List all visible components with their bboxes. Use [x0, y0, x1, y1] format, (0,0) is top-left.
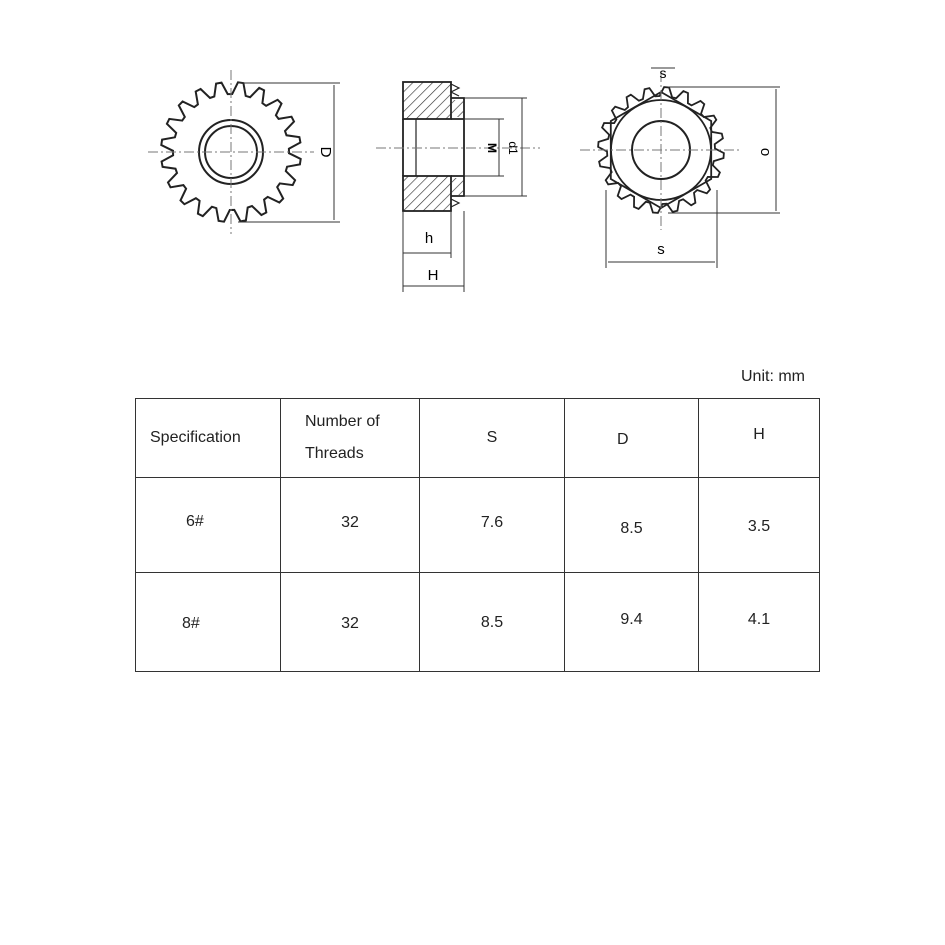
s-dim-label: s	[657, 241, 665, 258]
pilot-hatch-bottom	[451, 178, 464, 195]
d1-dim-label: d1	[505, 141, 520, 155]
spec-table	[135, 398, 820, 672]
header-s: S	[420, 399, 565, 478]
cell-h: 3.5	[699, 478, 820, 573]
cell-spec: 6#	[136, 478, 281, 573]
m-dim-label: M	[484, 143, 499, 153]
cell-threads: 32	[281, 573, 420, 672]
back-view	[580, 65, 780, 268]
side-view	[376, 82, 540, 292]
table-row	[136, 573, 820, 672]
serration-bottom	[451, 199, 459, 207]
cell-s: 7.6	[420, 478, 565, 573]
header-d: D	[565, 399, 699, 478]
front-dim-label: D	[317, 146, 335, 158]
technical-drawing	[0, 0, 945, 330]
table-header-row	[136, 399, 820, 478]
H-dim-label: H	[427, 267, 439, 284]
cell-h: 4.1	[699, 573, 820, 672]
cell-spec: 8#	[136, 573, 281, 672]
o-dim-label: o	[757, 147, 775, 157]
section-lower	[403, 176, 451, 211]
cell-threads: 32	[281, 478, 420, 573]
header-threads-line1: Number of	[305, 413, 380, 430]
front-view	[148, 70, 340, 234]
cell-s: 8.5	[420, 573, 565, 672]
serration-top	[451, 84, 459, 96]
header-number-of-threads	[281, 399, 420, 478]
header-h: H	[699, 399, 820, 478]
table-row	[136, 478, 820, 573]
h-dim-label: h	[424, 230, 434, 247]
pilot-hatch-top	[451, 100, 464, 117]
header-specification: Specification	[136, 399, 281, 478]
header-threads-line2: Threads	[305, 445, 364, 462]
cell-d: 9.4	[565, 573, 699, 672]
cell-d: 8.5	[565, 478, 699, 573]
s-top-label: s	[659, 65, 667, 81]
unit-label: Unit: mm	[741, 368, 805, 385]
section-upper	[403, 82, 451, 119]
